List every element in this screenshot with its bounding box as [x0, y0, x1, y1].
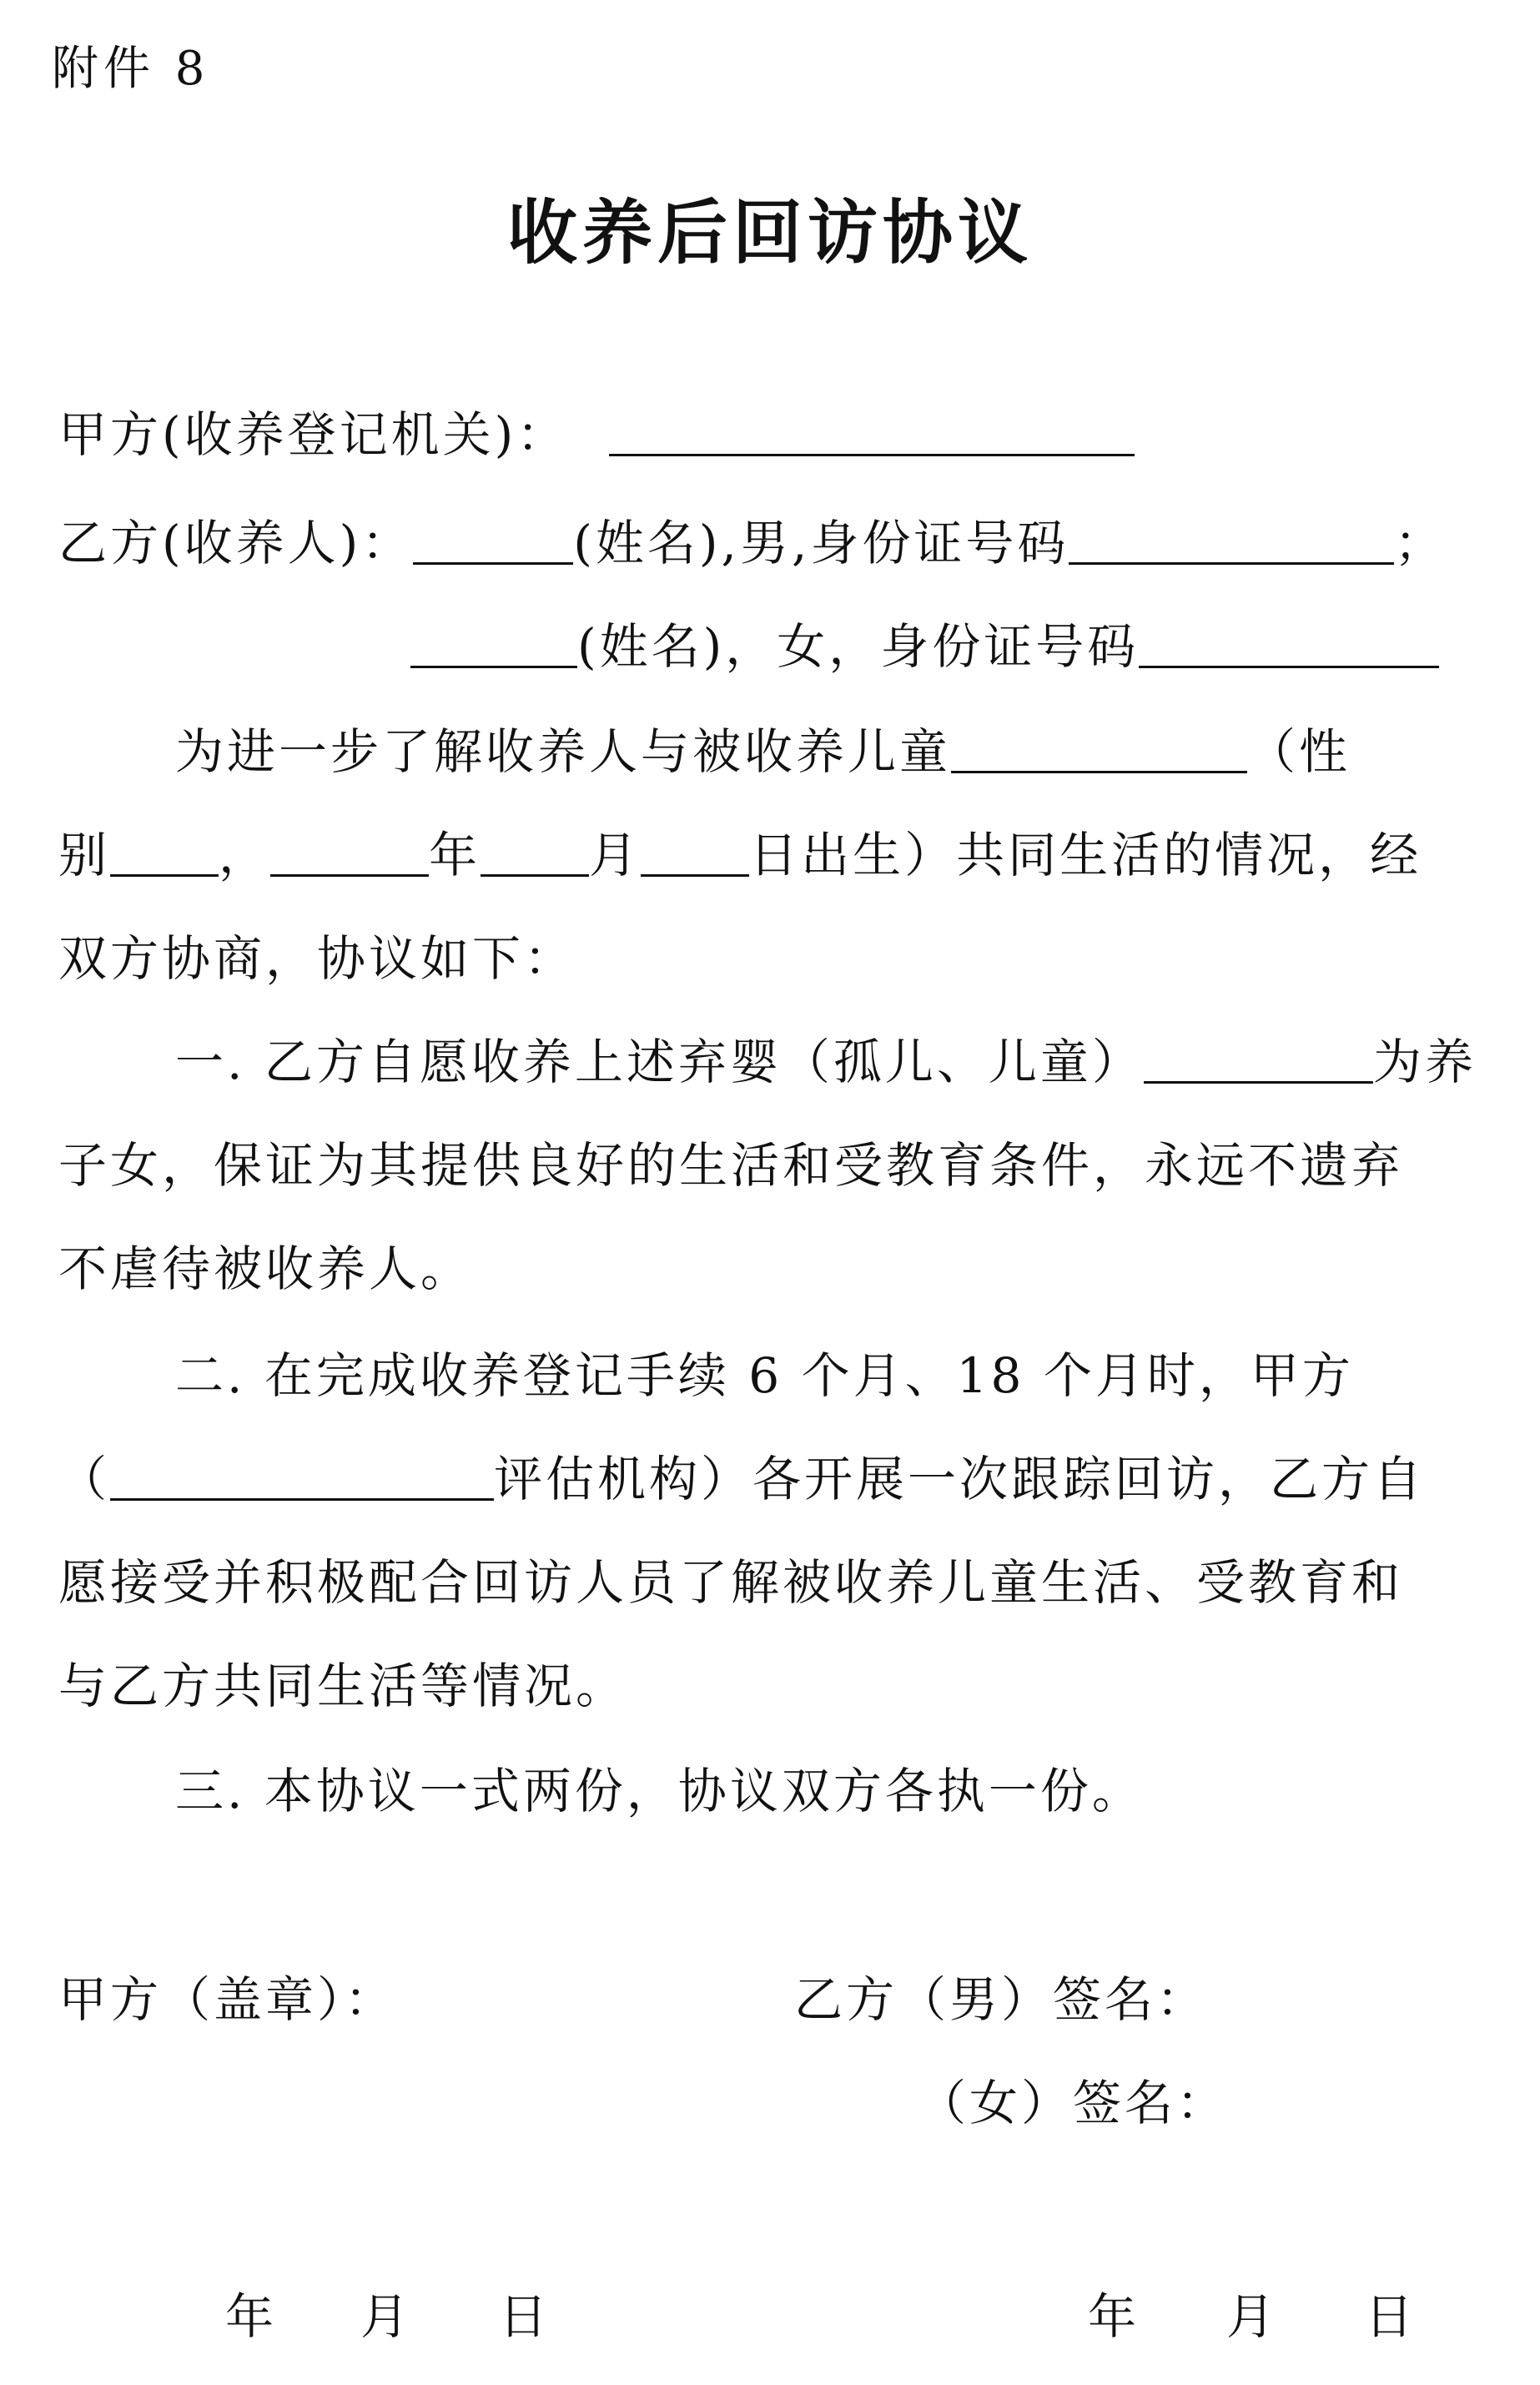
date-b-month: 月 [1226, 2288, 1279, 2345]
clause-2-line-3: 愿接受并积极配合回访人员了解被收养儿童生活、受教育和 [58, 1554, 1404, 1611]
party-a-line [58, 406, 1135, 463]
sex-text: 别 [58, 827, 111, 883]
clause-1-line-1 [175, 1034, 1477, 1090]
intro-text: 为进一步了解收养人与被收养儿童 [175, 723, 952, 780]
party-a-seal: 甲方（盖章）： [58, 1971, 397, 2028]
clause-1-line-2: 子女，保证为其提供良好的生活和受教育条件，永远不遗弃 [58, 1137, 1404, 1194]
birth-month-blank[interactable] [481, 834, 589, 877]
intro-line-3: 双方协商，协议如下： [58, 930, 576, 987]
female-id-blank[interactable] [1139, 626, 1439, 668]
date-a-month: 月 [360, 2288, 413, 2345]
party-b-line [58, 515, 1447, 571]
party-a-label: 甲方(收养登记机关)： [58, 406, 569, 463]
male-name-blank[interactable] [413, 522, 573, 565]
female-name-text: (姓名)，女，身份证号码 [577, 618, 1140, 675]
intro-line-2 [58, 827, 1422, 883]
party-b-female-signature: （女）签名： [918, 2075, 1229, 2131]
month-text: 月 [589, 827, 642, 883]
clause-1-end-text: 为养 [1372, 1034, 1477, 1090]
date-a-day: 日 [499, 2288, 551, 2345]
female-name-blank[interactable] [410, 626, 577, 668]
year-text: 年 [429, 827, 481, 883]
assessment-org-blank[interactable] [110, 1458, 494, 1501]
clause-2-line-1: 二. 在完成收养登记手续 6 个月、18 个月时，甲方 [175, 1347, 1354, 1404]
sex-blank[interactable] [110, 834, 219, 877]
clause-2-open: （ [58, 1451, 111, 1507]
party-a-blank[interactable] [609, 414, 1135, 456]
attachment-label: 附件 8 [52, 42, 210, 96]
child-name-blank[interactable] [951, 731, 1247, 773]
party-b-male-signature: 乙方（男）签名： [794, 1971, 1209, 2028]
intro-line-1 [175, 723, 1351, 780]
clause-1-line-3: 不虐待被收养人。 [58, 1240, 473, 1297]
clause-1-text: 一. 乙方自愿收养上述弃婴（孤儿、儿童） [175, 1034, 1144, 1090]
male-id-blank[interactable] [1069, 522, 1394, 565]
male-name-text: (姓名),男,身份证号码 [573, 515, 1069, 571]
clause-2-line-2 [58, 1451, 1426, 1507]
party-b-label: 乙方(收养人)： [58, 515, 414, 571]
birth-day-blank[interactable] [641, 834, 749, 877]
clause-3: 三. 本协议一式两份，协议双方各执一份。 [175, 1763, 1144, 1819]
birth-year-blank[interactable] [270, 834, 429, 877]
clause-2-rest: 评估机构）各开展一次跟踪回访，乙方自 [494, 1451, 1426, 1507]
birth-tail-text: 日出生）共同生活的情况，经 [749, 827, 1422, 883]
date-b-year: 年 [1088, 2288, 1140, 2345]
adoptee-name-blank[interactable] [1144, 1041, 1373, 1084]
date-a-year: 年 [225, 2288, 278, 2345]
date-b-day: 日 [1365, 2288, 1417, 2345]
semicolon: ； [1394, 515, 1447, 571]
comma-text: ， [219, 827, 271, 883]
clause-2-line-4: 与乙方共同生活等情况。 [58, 1658, 628, 1714]
party-b-female-line [410, 618, 1439, 675]
sex-open-text: （性 [1247, 723, 1351, 780]
document-title: 收养后回访协议 [506, 192, 1033, 274]
